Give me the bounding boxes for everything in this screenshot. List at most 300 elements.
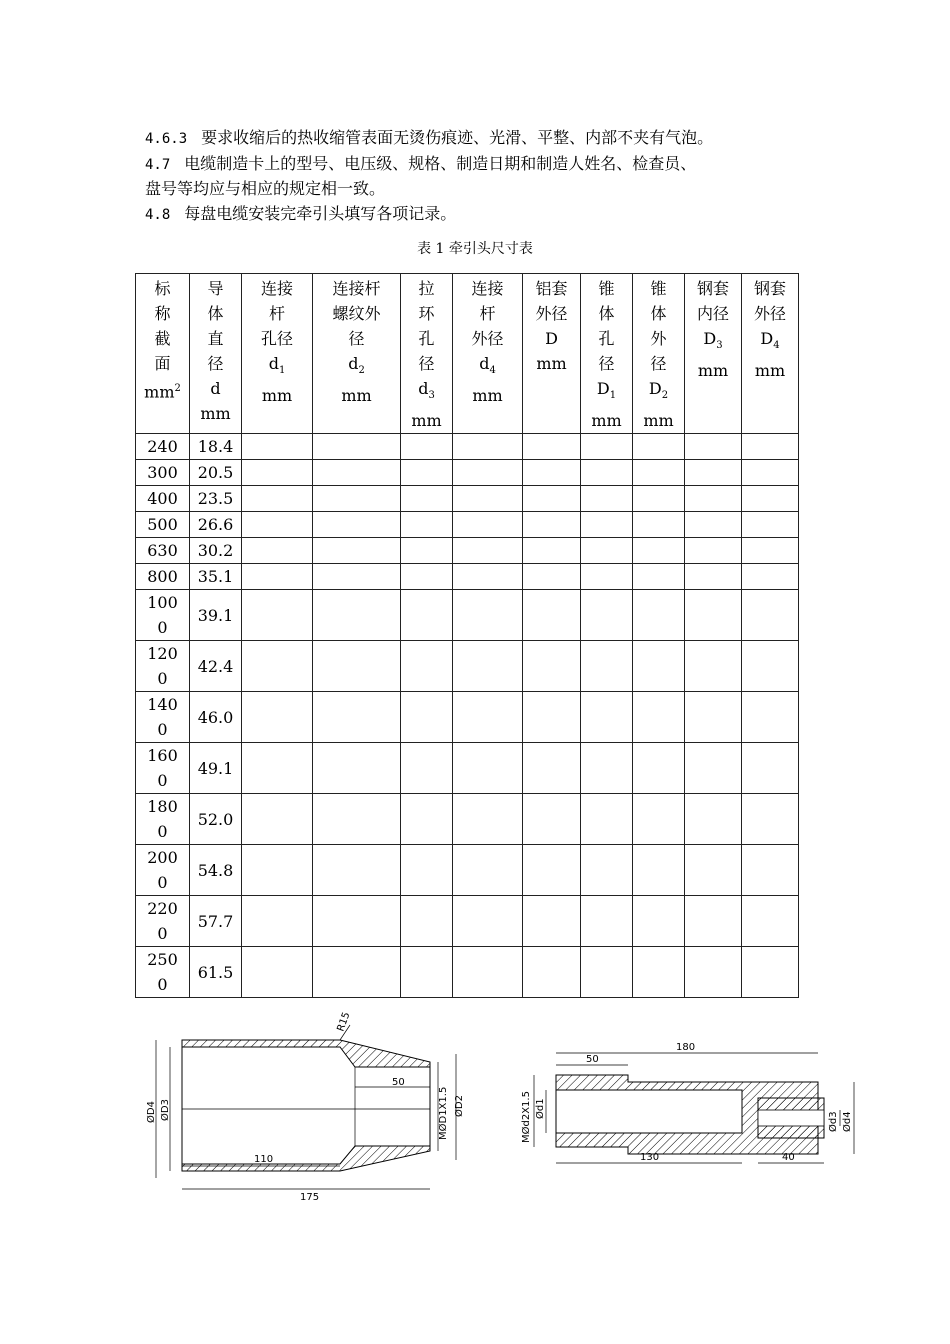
symbol-letter: D xyxy=(648,379,662,398)
empty-cell xyxy=(685,641,742,692)
empty-cell xyxy=(523,434,581,460)
empty-cell xyxy=(242,512,313,538)
empty-cell xyxy=(581,590,633,641)
unit-text: mm xyxy=(341,386,372,406)
empty-cell xyxy=(633,794,685,845)
empty-cell xyxy=(685,460,742,486)
header-line: 外径 xyxy=(535,304,568,323)
empty-cell xyxy=(453,486,523,512)
column-header xyxy=(401,274,453,434)
section-cell xyxy=(136,434,190,460)
empty-cell xyxy=(401,641,453,692)
header-line: 体 xyxy=(650,304,667,323)
empty-cell xyxy=(581,512,633,538)
empty-cell xyxy=(313,512,401,538)
empty-cell xyxy=(685,794,742,845)
header-symbol xyxy=(685,326,741,358)
empty-cell xyxy=(242,743,313,794)
empty-cell xyxy=(523,845,581,896)
header-line: 孔径 xyxy=(260,329,293,348)
conductor-diameter-cell: 20.5 xyxy=(190,460,242,486)
empty-cell xyxy=(581,434,633,460)
section-value: 0 xyxy=(157,771,168,791)
symbol-letter: D xyxy=(760,329,774,348)
section-value: 800 xyxy=(147,567,178,587)
conductor-diameter-cell: 23.5 xyxy=(190,486,242,512)
section-cell xyxy=(136,486,190,512)
symbol-subscript: 4 xyxy=(773,340,780,352)
label-d1: MØD1X1.5 xyxy=(438,1086,449,1140)
empty-cell xyxy=(581,460,633,486)
table-header-row xyxy=(136,274,799,434)
header-line: 铝套 xyxy=(535,279,568,298)
empty-cell xyxy=(313,460,401,486)
empty-cell xyxy=(742,434,799,460)
empty-cell xyxy=(633,486,685,512)
symbol-letter: d xyxy=(268,354,279,373)
empty-cell xyxy=(742,486,799,512)
header-line: 外径 xyxy=(753,304,786,323)
empty-cell xyxy=(523,460,581,486)
pulling-head-dimension-table xyxy=(135,273,799,998)
empty-cell xyxy=(242,896,313,947)
clause-text: 要求收缩后的热收缩管表面无烫伤痕迹、光滑、平整、内部不夹有气泡。 xyxy=(201,128,714,147)
header-line: 径 xyxy=(207,354,224,373)
section-value: 160 xyxy=(147,746,178,766)
table-body xyxy=(136,434,799,998)
header-line: 螺纹外 xyxy=(332,304,381,323)
empty-cell xyxy=(742,538,799,564)
header-unit xyxy=(401,408,452,433)
section-value: 0 xyxy=(157,975,168,995)
symbol-letter: d xyxy=(479,354,490,373)
empty-cell xyxy=(401,460,453,486)
column-header xyxy=(453,274,523,434)
empty-cell xyxy=(242,460,313,486)
section-cell xyxy=(136,896,190,947)
empty-cell xyxy=(742,512,799,538)
header-line: 体 xyxy=(598,304,615,323)
paragraph-4-8 xyxy=(145,201,456,228)
symbol-subscript: 4 xyxy=(489,365,496,377)
symbol-subscript: 2 xyxy=(358,365,365,377)
empty-cell xyxy=(742,564,799,590)
header-symbol xyxy=(242,351,312,383)
symbol-subscript: 3 xyxy=(716,340,723,352)
table-row xyxy=(136,794,799,845)
section-value: 0 xyxy=(157,720,168,740)
table-row xyxy=(136,896,799,947)
header-line: 外 xyxy=(650,329,667,348)
header-line: 体 xyxy=(207,304,224,323)
label-dim50: 50 xyxy=(392,1077,405,1088)
unit-text: mm xyxy=(261,386,293,406)
symbol-subscript: 1 xyxy=(278,365,286,377)
conductor-diameter-cell: 52.0 xyxy=(190,794,242,845)
empty-cell xyxy=(401,692,453,743)
empty-cell xyxy=(453,743,523,794)
section-cell xyxy=(136,794,190,845)
header-symbol xyxy=(633,376,684,408)
empty-cell xyxy=(523,692,581,743)
label-d3: ØD3 xyxy=(160,1099,171,1121)
empty-cell xyxy=(633,896,685,947)
empty-cell xyxy=(453,947,523,998)
conductor-diameter-cell: 49.1 xyxy=(190,743,242,794)
empty-cell xyxy=(742,641,799,692)
section-value: 0 xyxy=(157,618,168,638)
column-header xyxy=(685,274,742,434)
unit-text: mm xyxy=(591,411,622,431)
empty-cell xyxy=(313,486,401,512)
empty-cell xyxy=(523,947,581,998)
empty-cell xyxy=(633,947,685,998)
conductor-diameter-cell: 54.8 xyxy=(190,845,242,896)
empty-cell xyxy=(633,845,685,896)
header-line: 径 xyxy=(418,354,435,373)
header-line: 杆 xyxy=(268,304,285,323)
section-cell xyxy=(136,460,190,486)
empty-cell xyxy=(453,794,523,845)
empty-cell xyxy=(401,794,453,845)
conductor-diameter-cell: 35.1 xyxy=(190,564,242,590)
empty-cell xyxy=(685,947,742,998)
header-unit xyxy=(190,401,241,426)
header-unit xyxy=(242,383,312,408)
header-line: 锥 xyxy=(650,279,667,298)
table-row xyxy=(136,460,799,486)
empty-cell xyxy=(742,590,799,641)
empty-cell xyxy=(313,692,401,743)
empty-cell xyxy=(313,794,401,845)
empty-cell xyxy=(742,947,799,998)
unit-text: mm xyxy=(643,411,674,431)
empty-cell xyxy=(633,564,685,590)
symbol-letter: d xyxy=(418,379,429,398)
empty-cell xyxy=(453,590,523,641)
conductor-diameter-cell: 46.0 xyxy=(190,692,242,743)
empty-cell xyxy=(313,590,401,641)
empty-cell xyxy=(633,692,685,743)
connecting-rod-drawing xyxy=(510,1035,870,1170)
table-caption: 表 1 牵引头尺寸表 xyxy=(417,241,533,257)
empty-cell xyxy=(242,434,313,460)
header-line: 径 xyxy=(650,354,667,373)
label-d2: ØD2 xyxy=(454,1095,465,1117)
column-header xyxy=(242,274,313,434)
header-symbol xyxy=(453,351,522,383)
section-value: 250 xyxy=(147,950,178,970)
header-line: 孔 xyxy=(598,329,615,348)
column-header xyxy=(190,274,242,434)
empty-cell xyxy=(242,538,313,564)
section-value: 120 xyxy=(147,644,178,664)
header-symbol xyxy=(742,326,798,358)
empty-cell xyxy=(242,692,313,743)
empty-cell xyxy=(685,434,742,460)
empty-cell xyxy=(523,512,581,538)
section-value: 200 xyxy=(147,848,178,868)
section-value: 0 xyxy=(157,822,168,842)
empty-cell xyxy=(742,794,799,845)
empty-cell xyxy=(313,947,401,998)
header-unit xyxy=(453,383,522,408)
empty-cell xyxy=(523,564,581,590)
section-value: 400 xyxy=(147,489,178,509)
empty-cell xyxy=(523,486,581,512)
header-line: 杆 xyxy=(479,304,496,323)
column-header xyxy=(633,274,685,434)
column-header xyxy=(581,274,633,434)
symbol-letter: D xyxy=(703,329,717,348)
empty-cell xyxy=(581,743,633,794)
unit-text: mm xyxy=(536,354,567,373)
empty-cell xyxy=(242,641,313,692)
empty-cell xyxy=(313,743,401,794)
empty-cell xyxy=(633,590,685,641)
header-line: 锥 xyxy=(598,279,615,298)
section-value: 630 xyxy=(147,541,178,561)
empty-cell xyxy=(401,434,453,460)
empty-cell xyxy=(313,564,401,590)
symbol-letter: D xyxy=(596,379,610,398)
paragraph-4-6-3 xyxy=(145,125,713,152)
clause-number: 4.8 xyxy=(145,207,171,223)
label-dim40: 40 xyxy=(782,1152,795,1163)
empty-cell xyxy=(242,947,313,998)
empty-cell xyxy=(401,743,453,794)
empty-cell xyxy=(242,794,313,845)
empty-cell xyxy=(453,896,523,947)
section-cell xyxy=(136,590,190,641)
label-d1: Ød1 xyxy=(535,1098,546,1119)
empty-cell xyxy=(581,486,633,512)
conductor-diameter-cell: 30.2 xyxy=(190,538,242,564)
section-value: 500 xyxy=(147,515,178,535)
table-row xyxy=(136,743,799,794)
empty-cell xyxy=(401,947,453,998)
empty-cell xyxy=(401,845,453,896)
empty-cell xyxy=(523,743,581,794)
empty-cell xyxy=(581,538,633,564)
section-cell xyxy=(136,692,190,743)
section-cell xyxy=(136,512,190,538)
header-unit xyxy=(136,376,189,404)
section-cell xyxy=(136,538,190,564)
section-cell xyxy=(136,641,190,692)
header-line: 外径 xyxy=(471,329,504,348)
empty-cell xyxy=(313,434,401,460)
symbol-subscript: 1 xyxy=(609,390,617,402)
label-r15: R15 xyxy=(335,1010,353,1034)
symbol-subscript: 2 xyxy=(661,390,669,402)
empty-cell xyxy=(581,794,633,845)
unit-text: mm xyxy=(200,404,231,423)
section-value: 100 xyxy=(147,593,178,613)
empty-cell xyxy=(523,896,581,947)
empty-cell xyxy=(581,692,633,743)
empty-cell xyxy=(685,692,742,743)
empty-cell xyxy=(685,896,742,947)
table-row xyxy=(136,641,799,692)
conductor-diameter-cell: 26.6 xyxy=(190,512,242,538)
unit-text: mm xyxy=(754,361,786,381)
label-dim130: 130 xyxy=(640,1152,660,1163)
header-symbol xyxy=(401,376,452,408)
header-symbol xyxy=(581,376,632,408)
empty-cell xyxy=(453,692,523,743)
empty-cell xyxy=(401,486,453,512)
empty-cell xyxy=(581,845,633,896)
symbol-subscript: 3 xyxy=(428,390,435,402)
empty-cell xyxy=(242,564,313,590)
column-header xyxy=(523,274,581,434)
column-header xyxy=(136,274,190,434)
empty-cell xyxy=(633,434,685,460)
label-dim50: 50 xyxy=(586,1054,599,1065)
table-row xyxy=(136,486,799,512)
header-line: 孔 xyxy=(418,329,435,348)
header-unit xyxy=(581,408,632,433)
header-line: 径 xyxy=(348,329,365,348)
table-row xyxy=(136,538,799,564)
header-line: 连接 xyxy=(471,279,504,298)
conductor-diameter-cell: 39.1 xyxy=(190,590,242,641)
header-line: 直 xyxy=(207,329,224,348)
section-value: 180 xyxy=(147,797,178,817)
empty-cell xyxy=(453,460,523,486)
header-line: 称 xyxy=(154,304,171,323)
section-cell xyxy=(136,564,190,590)
header-unit xyxy=(742,358,798,383)
label-d4: ØD4 xyxy=(146,1101,157,1123)
empty-cell xyxy=(685,486,742,512)
empty-cell xyxy=(633,460,685,486)
empty-cell xyxy=(633,512,685,538)
unit-text: mm xyxy=(697,361,729,381)
empty-cell xyxy=(313,896,401,947)
section-cell xyxy=(136,743,190,794)
header-unit xyxy=(633,408,684,433)
empty-cell xyxy=(523,538,581,564)
header-line: 拉 xyxy=(418,279,435,298)
table-row xyxy=(136,590,799,641)
label-d3: Ød3 xyxy=(828,1111,839,1132)
header-line: 面 xyxy=(154,354,171,373)
clause-number: 4.6.3 xyxy=(145,131,188,147)
empty-cell xyxy=(401,896,453,947)
section-value: 240 xyxy=(147,437,178,457)
header-line: D xyxy=(545,329,558,348)
unit-text: mm xyxy=(144,382,175,402)
header-line: 导 xyxy=(207,279,224,298)
empty-cell xyxy=(453,512,523,538)
section-value: 300 xyxy=(147,463,178,483)
empty-cell xyxy=(401,590,453,641)
conductor-diameter-cell: 18.4 xyxy=(190,434,242,460)
clause-number: 4.7 xyxy=(145,157,171,173)
section-value: 140 xyxy=(147,695,178,715)
table-row xyxy=(136,845,799,896)
header-line: 连接杆 xyxy=(332,279,381,298)
empty-cell xyxy=(453,641,523,692)
paragraph-4-7 xyxy=(145,151,696,178)
empty-cell xyxy=(633,641,685,692)
header-line: 钢套 xyxy=(753,279,786,298)
empty-cell xyxy=(313,641,401,692)
clause-text: 盘号等均应与相应的规定相一致。 xyxy=(145,179,386,198)
empty-cell xyxy=(581,564,633,590)
empty-cell xyxy=(581,641,633,692)
unit-text: mm xyxy=(411,411,442,431)
header-line: d xyxy=(210,379,221,398)
empty-cell xyxy=(685,538,742,564)
empty-cell xyxy=(685,564,742,590)
table-row xyxy=(136,692,799,743)
table-row xyxy=(136,512,799,538)
table-row xyxy=(136,947,799,998)
empty-cell xyxy=(401,564,453,590)
column-header xyxy=(313,274,401,434)
empty-cell xyxy=(523,590,581,641)
clause-text: 电缆制造卡上的型号、电压级、规格、制造日期和制造人姓名、检查员、 xyxy=(184,154,697,173)
empty-cell xyxy=(313,538,401,564)
symbol-letter: d xyxy=(348,354,359,373)
cone-sleeve-drawing xyxy=(140,1005,485,1205)
header-line: 径 xyxy=(598,354,615,373)
section-value: 220 xyxy=(147,899,178,919)
empty-cell xyxy=(523,641,581,692)
header-line: 连接 xyxy=(260,279,293,298)
empty-cell xyxy=(453,845,523,896)
empty-cell xyxy=(742,845,799,896)
header-unit xyxy=(523,351,580,376)
conductor-diameter-cell: 42.4 xyxy=(190,641,242,692)
column-header xyxy=(742,274,799,434)
header-symbol xyxy=(313,351,400,383)
empty-cell xyxy=(633,743,685,794)
header-unit xyxy=(313,383,400,408)
empty-cell xyxy=(523,794,581,845)
empty-cell xyxy=(313,845,401,896)
header-unit xyxy=(685,358,741,383)
empty-cell xyxy=(581,896,633,947)
header-line: 环 xyxy=(418,304,435,323)
empty-cell xyxy=(242,845,313,896)
empty-cell xyxy=(453,564,523,590)
section-value: 0 xyxy=(157,669,168,689)
table-row xyxy=(136,564,799,590)
empty-cell xyxy=(453,538,523,564)
empty-cell xyxy=(242,590,313,641)
conductor-diameter-cell: 61.5 xyxy=(190,947,242,998)
header-line: 标 xyxy=(154,279,171,298)
empty-cell xyxy=(453,434,523,460)
empty-cell xyxy=(401,512,453,538)
label-d2: MØd2X1.5 xyxy=(521,1091,532,1143)
table-row xyxy=(136,434,799,460)
label-dim110: 110 xyxy=(254,1154,274,1165)
empty-cell xyxy=(742,460,799,486)
paragraph-4-7-continued xyxy=(145,176,385,202)
empty-cell xyxy=(581,947,633,998)
header-line: 钢套 xyxy=(696,279,729,298)
header-line: 截 xyxy=(154,329,171,348)
empty-cell xyxy=(685,512,742,538)
label-dim175: 175 xyxy=(300,1192,320,1203)
empty-cell xyxy=(685,590,742,641)
empty-cell xyxy=(742,692,799,743)
